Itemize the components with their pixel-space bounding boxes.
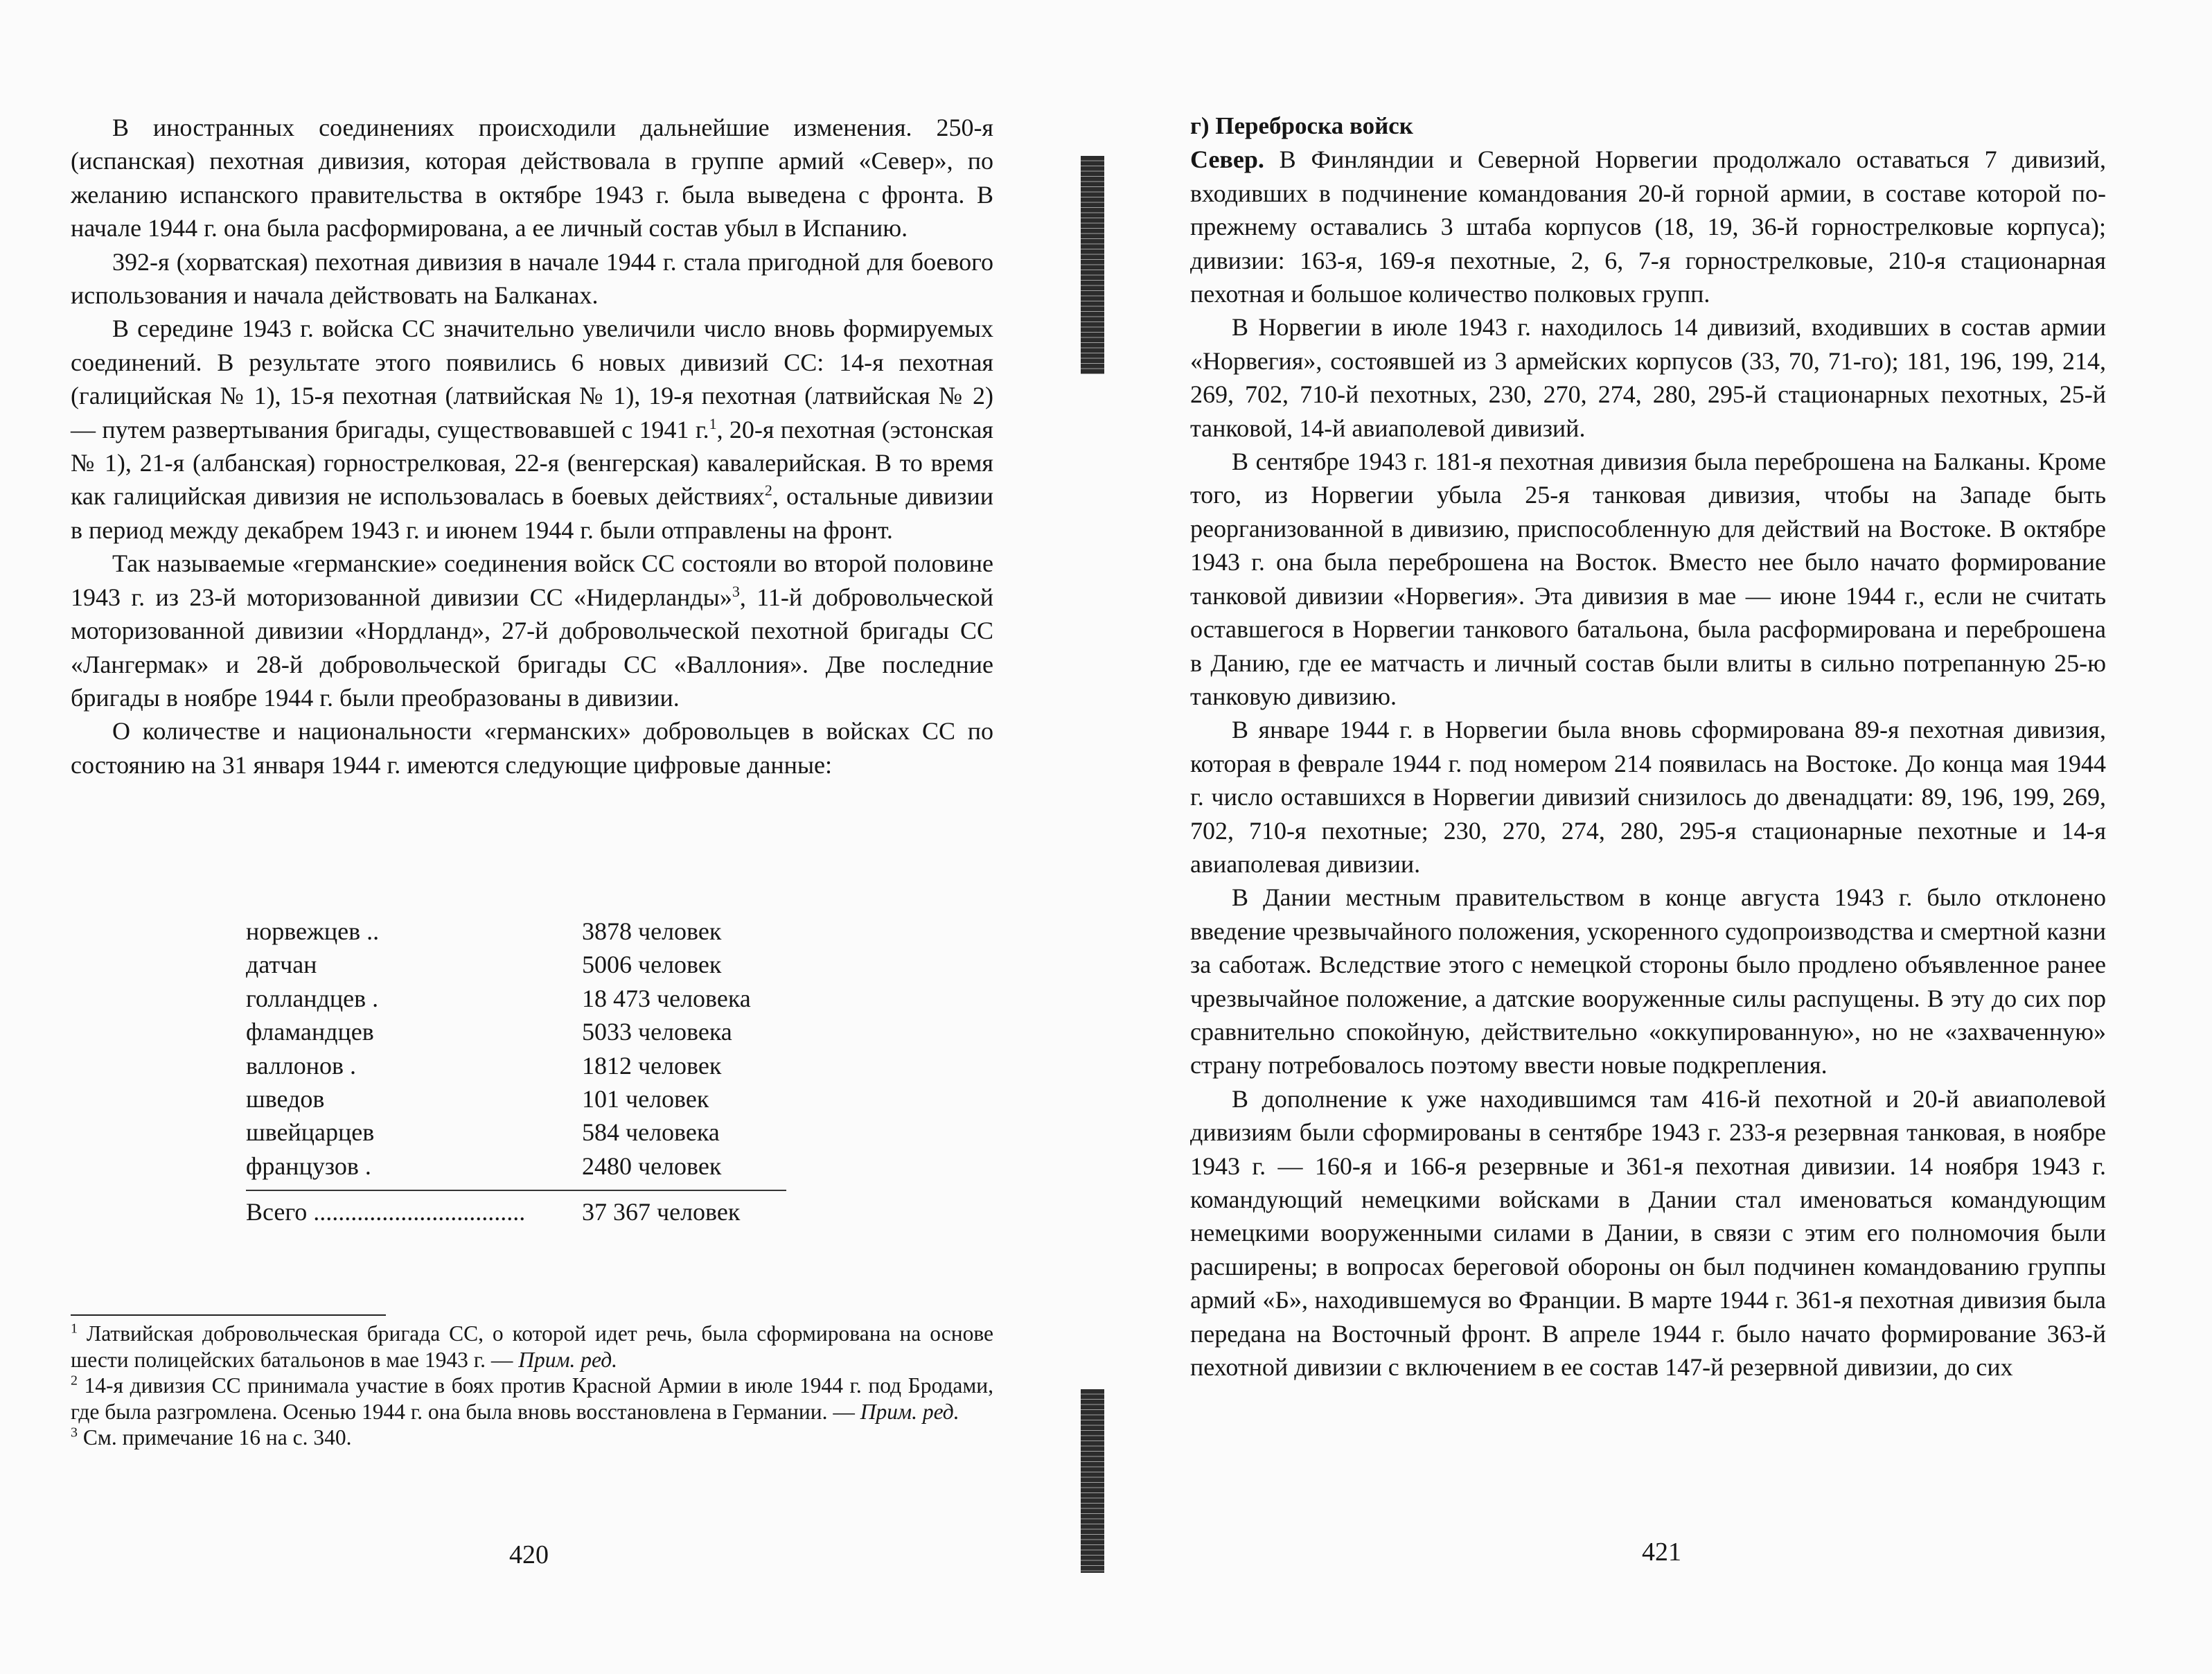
nationality-label: валлонов . xyxy=(246,1051,357,1080)
volunteers-table xyxy=(246,915,786,1229)
text-run: В середине 1943 г. войска СС значительно увеличили число вновь формируемых соединений. В результате этого появились 6 новых дивизий СС: 14-я пехотная (галицийская № 1), 15-я пехотная (латвийская № 1), 19-я пехотная (латвийская № 2) — путем развертывания бригады, существовавшей с 1941 г. xyxy=(71,315,993,443)
right-body-text xyxy=(1190,109,2106,1384)
left-body-text xyxy=(71,111,993,782)
table-row xyxy=(246,1149,786,1183)
nationality-label: французов . xyxy=(246,1152,371,1180)
lead-term: Север. xyxy=(1190,146,1264,174)
nationality-label: голландцев . xyxy=(246,984,379,1012)
paragraph: В январе 1944 г. в Норвегии была вновь сформирована 89-я пехотная дивизия, которая в феврале 1944 г. под номером 214 появилась на Востоке. До конца мая 1944 г. число оставшихся в Норвегии дивизий снизилось до двенадцати: 89, 196, 199, 269, 702, 710-я пехотные; 230, 270, 274, 280, 295-я стационарные пехотные и 14-я авиаполевая дивизии. xyxy=(1190,716,2106,878)
count-value: 101 человек xyxy=(582,1084,709,1113)
gutter-shadow xyxy=(1081,1389,1104,1573)
paragraph: В сентябре 1943 г. 181-я пехотная дивизия была переброшена на Балканы. Кроме того, из Норвегии убыла 25-я танковая дивизия, чтобы на Западе быть реорганизованной в дивизию, приспособленную для действий на Востоке. В октябре 1943 г. она была переброшена на Восток. Вместо нее было начато формирование танковой дивизии «Норвегия». Эта дивизия в мае — июне 1944 г., если не считать оставшегося в Норвегии танкового батальона, была расформирована и переброшена в Данию, где ее матчасть и личный состав были влиты в сильно потрепанную 25-ю танковую дивизию. xyxy=(1190,448,2106,710)
table-row xyxy=(246,1049,786,1082)
table-divider xyxy=(246,1190,786,1191)
footnote-text: 14-я дивизия СС принимала участие в боях против Красной Армии в июле 1944 г. под Бродами, где была разгромлена. Осенью 1944 г. она была вновь восстановлена в Германии. — xyxy=(71,1373,993,1424)
table-row xyxy=(246,915,786,948)
count-value: 584 человека xyxy=(582,1118,720,1147)
text-run: В Финляндии и Северной Норвегии продолжало оставаться 7 дивизий, входивших в подчинение командования 20-й горной армии, в составе которой по-прежнему оставались 3 штаба корпусов (18, 19, 36-й горнострелковые корпуса); дивизии: 163-я, 169-я пехотные, 2, 6, 7-я горнострелковые, 210-я стационарная пехотная и большое количество полковых групп. xyxy=(1190,146,2106,308)
nationality-label: шведов xyxy=(246,1084,325,1113)
text-run: , 11-й добровольческой моторизованной дивизии «Нордланд», 27-й добровольческой пехотной бригады СС «Лангермак» и 28-й добровольческой бригады СС «Валлония». Две последние бригады в ноябре 1944 г. были преобразованы в дивизии. xyxy=(71,583,993,712)
footnote-ref: 1 xyxy=(709,414,717,432)
footnotes xyxy=(71,1321,993,1451)
count-value: 2480 человек xyxy=(582,1152,722,1180)
total-value: 37 367 человек xyxy=(582,1198,741,1226)
footnote-divider xyxy=(71,1314,386,1316)
page-number: 421 xyxy=(1642,1538,1681,1567)
count-value: 18 473 человека xyxy=(582,984,751,1012)
text-run: , остальные дивизии в период между декабрем 1943 г. и июнем 1944 г. были отправлены на фронт. xyxy=(71,482,993,544)
paragraph-ss-divisions xyxy=(71,312,993,547)
footnote-number: 2 xyxy=(71,1373,78,1389)
footnote xyxy=(71,1321,993,1373)
right-page xyxy=(1106,0,2212,1674)
footnote xyxy=(71,1373,993,1425)
footnote-number: 1 xyxy=(71,1321,78,1337)
text-run: Так называемые «германские» соединения войск СС состояли во второй половине 1943 г. из 23-й моторизованной дивизии СС «Нидерланды» xyxy=(71,549,993,611)
editor-note: Прим. ред. xyxy=(860,1399,959,1424)
nationality-label: швейцарцев xyxy=(246,1118,375,1147)
table-total-row xyxy=(246,1195,786,1228)
footnote-ref: 2 xyxy=(764,482,772,500)
footnote-ref: 3 xyxy=(732,582,740,600)
paragraph: 392-я (хорватская) пехотная дивизия в начале 1944 г. стала пригодной для боевого использования и начала действовать на Балканах. xyxy=(71,247,993,310)
footnote-number: 3 xyxy=(71,1425,78,1440)
editor-note: Прим. ред. xyxy=(518,1347,618,1372)
table-row xyxy=(246,982,786,1015)
count-value: 5006 человек xyxy=(582,951,722,979)
nationality-label: норвежцев .. xyxy=(246,917,380,945)
nationality-label: фламандцев xyxy=(246,1018,374,1046)
footnote xyxy=(71,1425,993,1451)
paragraph: В иностранных соединениях происходили дальнейшие изменения. 250-я (испанская) пехотная дивизия, которая действовала в группе армий «Север», по желанию испанского правительства в октябре 1943 г. была выведена с фронта. В начале 1944 г. она была расформирована, а ее личный состав убыл в Испанию. xyxy=(71,114,993,243)
table-row xyxy=(246,1015,786,1048)
footnote-text: Латвийская добровольческая бригада СС, о которой идет речь, была сформирована на основе шести полицейских батальонов в мае 1943 г. — xyxy=(71,1321,993,1372)
table-row xyxy=(246,1082,786,1116)
paragraph: В дополнение к уже находившимся там 416-й пехотной и 20-й авиаполевой дивизиям были сформированы в сентябре 1943 г. 233-я резервная танковая, в ноябре 1943 г. — 160-я и 166-я резервные и 361-я пехотная дивизии. 14 ноября 1943 г. командующий немецкими войсками в Дании стал именоваться командующим немецкими вооруженными силами в Дании, в связи с этим его полномочия были расширены; в вопросах береговой обороны он был подчинен командованию группы армий «Б», находившемуся во Франции. В марте 1944 г. 361-я пехотная дивизия была передана на Восточный фронт. В апреле 1944 г. было начато формирование 363-й пехотной дивизии с включением в ее состав 147-й резервной дивизии, до сих xyxy=(1190,1084,2106,1382)
paragraph: В Норвегии в июле 1943 г. находилось 14 дивизий, входивших в состав армии «Норвегия», состоявшей из 3 армейских корпусов (33, 70, 71-го); 181, 196, 199, 214, 269, 702, 710-й пехотных, 230, 270, 274, 280, 295-й стационарных пехотных, 25-й танковой, 14-й авиаполевой дивизий. xyxy=(1190,313,2106,442)
count-value: 3878 человек xyxy=(582,917,722,945)
nationality-label: датчан xyxy=(246,951,317,979)
paragraph: В Дании местным правительством в конце августа 1943 г. было отклонено введение чрезвычайного положения, ускоренного судопроизводства и смертной казни за саботаж. Вследствие этого с немецкой стороны было продлено объявленное ранее чрезвычайное положение, а датские вооруженные силы распущены. В эту до сих пор сравнительно спокойную, действительно «оккупированную», но не «захваченную» страну потребовалось поэтому ввести новые подкрепления. xyxy=(1190,883,2106,1080)
count-value: 5033 человека xyxy=(582,1018,732,1046)
paragraph: О количестве и национальности «германских» добровольцев в войсках СС по состоянию на 31 января 1944 г. имеются следующие цифровые данные: xyxy=(71,717,993,779)
gutter-shadow xyxy=(1081,156,1104,374)
footnote-text: См. примечание 16 на с. 340. xyxy=(78,1425,352,1450)
paragraph-north xyxy=(1190,143,2106,310)
paragraph-germanic-units xyxy=(71,547,993,714)
total-label: Всего .................................. xyxy=(246,1198,526,1226)
page-number: 420 xyxy=(509,1540,549,1569)
count-value: 1812 человек xyxy=(582,1051,722,1080)
table-row xyxy=(246,1116,786,1149)
text-run: , 20-я пехотная (эстонская № 1), 21-я (албанская) горнострелковая, 22-я (венгерская) кавалерийская. В то время как галицийская дивизия не использовалась в боевых действиях xyxy=(71,415,993,511)
left-page xyxy=(0,0,1081,1674)
section-heading: г) Переброска войск xyxy=(1190,112,1413,139)
table-row xyxy=(246,948,786,981)
